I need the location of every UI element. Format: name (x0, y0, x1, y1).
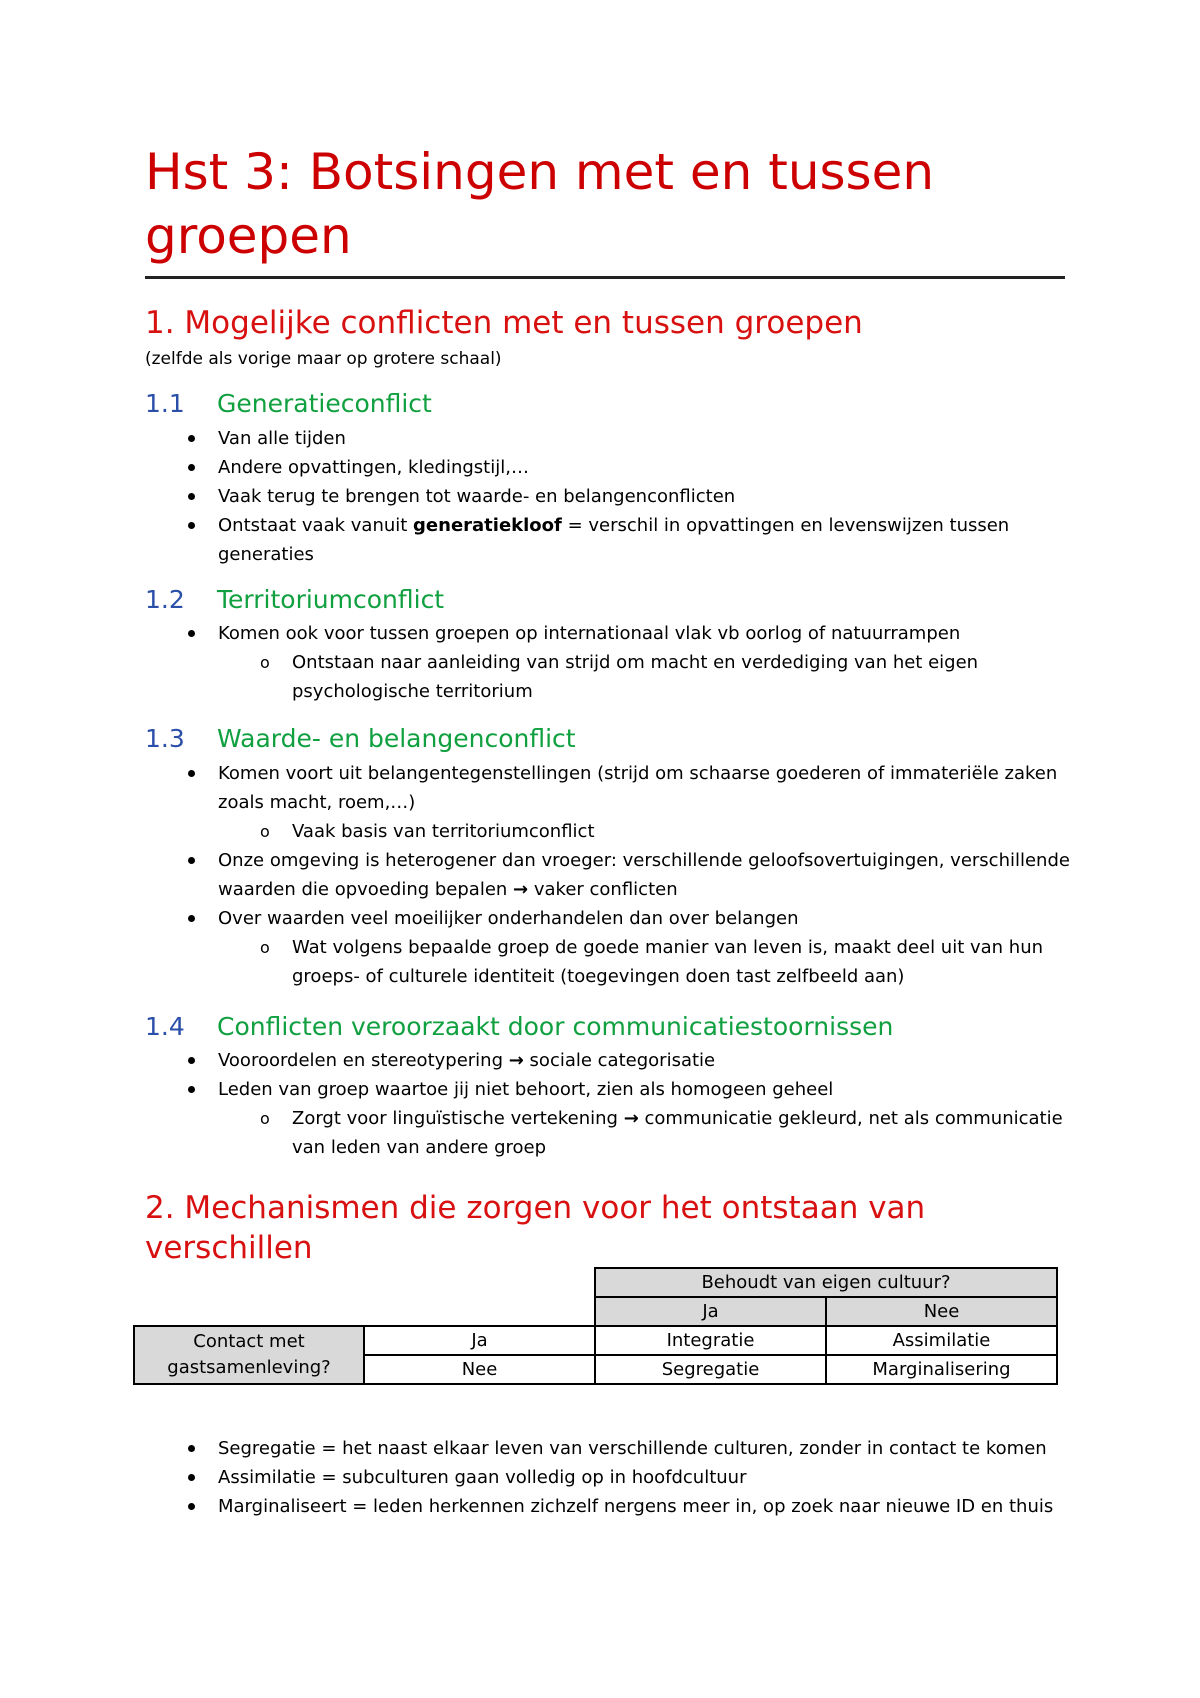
bold-term: generatiekloof (413, 515, 562, 536)
text-run: Onze omgeving is heterogener dan vroeger: verschillende geloofsovertuigingen, verschillende waarden die opvoeding bepalen (218, 850, 1070, 900)
list-item: Over waarden veel moeilijker onderhandelen dan over belangen (218, 904, 1078, 933)
list-item: Van alle tijden (218, 424, 1078, 453)
territoriumconflict-list (218, 619, 1078, 706)
text-run: Zorgt voor linguïstische vertekening (292, 1108, 624, 1129)
table-row (134, 1297, 1057, 1326)
definitions-list (218, 1434, 1078, 1521)
document-title: Hst 3: Botsingen met en tussen groepen (145, 143, 935, 265)
list-item: Leden van groep waartoe jij niet behoort, zien als homogeen geheel (218, 1075, 1078, 1104)
subsection-title: Waarde- en belangenconflict (217, 724, 576, 753)
arrow-right-icon: → (508, 1050, 524, 1071)
subsection-number: 1.1 (145, 389, 185, 418)
acculturation-table (133, 1267, 1058, 1385)
arrow-right-icon: → (513, 879, 529, 900)
section-1-heading: 1. Mogelijke conflicten met en tussen groepen (145, 305, 863, 341)
list-item: Segregatie = het naast elkaar leven van verschillende culturen, zonder in contact te komen (218, 1434, 1078, 1463)
text-run: = verschil in opvattingen en levenswijzen tussen generaties (218, 515, 1010, 565)
list-item: Vaak terug te brengen tot waarde- en belangenconflicten (218, 482, 1078, 511)
sub-list-item: o Wat volgens bepaalde groep de goede manier van leven is, maakt deel uit van hun groeps- of culturele identiteit (toegevingen doen tast zelfbeeld aan) (292, 933, 1078, 991)
list-item: Komen ook voor tussen groepen op internationaal vlak vb oorlog of natuurrampen (218, 619, 1078, 648)
sub-list-item: o Vaak basis van territoriumconflict (292, 817, 1078, 846)
list-item: Assimilatie = subculturen gaan volledig op in hoofdcultuur (218, 1463, 1078, 1492)
list-item (218, 1046, 1078, 1075)
list-item (218, 511, 1078, 569)
subsection-title: Conflicten veroorzaakt door communicatiestoornissen (217, 1012, 894, 1041)
list-item: Komen voort uit belangentegenstellingen (strijd om schaarse goederen of immateriële zaken zoals macht, roem,…) (218, 759, 1078, 817)
subsection-1-1-heading (145, 388, 432, 420)
section-2-heading: 2. Mechanismen die zorgen voor het ontstaan van verschillen (145, 1190, 926, 1266)
text-run: Ontstaat vaak vanuit (218, 515, 414, 536)
sub-list-item: o Ontstaan naar aanleiding van strijd om macht en verdediging van het eigen psychologische territorium (292, 648, 1078, 706)
section-1-note: (zelfde als vorige maar op grotere schaal) (145, 349, 502, 369)
waardeconflict-list (218, 759, 1078, 991)
column-group-header: Behoudt van eigen cultuur? (595, 1268, 1057, 1297)
subsection-number: 1.4 (145, 1012, 185, 1041)
text-run: communicatie gekleurd, net als communicatie van leden van andere groep (292, 1108, 1063, 1158)
subsection-title: Generatieconflict (217, 389, 432, 418)
list-item: Andere opvattingen, kledingstijl,… (218, 453, 1078, 482)
text-run: Vooroordelen en stereotypering (218, 1050, 509, 1071)
title-underline (145, 276, 1065, 279)
table-row (134, 1268, 1057, 1297)
generatieconflict-list (218, 424, 1078, 569)
cell-segregatie: Segregatie (595, 1355, 826, 1384)
cell-assimilatie: Assimilatie (826, 1326, 1057, 1355)
cell-marginalisering: Marginalisering (826, 1355, 1057, 1384)
subsection-1-3-heading (145, 723, 576, 755)
row-group-header: Contact met gastsamenleving? (134, 1326, 364, 1384)
subsection-number: 1.2 (145, 585, 185, 614)
subsection-1-2-heading (145, 584, 444, 616)
cell-integratie: Integratie (595, 1326, 826, 1355)
text-run: vaker conflicten (528, 879, 678, 900)
subsection-number: 1.3 (145, 724, 185, 753)
table-row (134, 1326, 1057, 1355)
arrow-right-icon: → (623, 1108, 639, 1129)
subsection-1-4-heading (145, 1011, 893, 1043)
subsection-title: Territoriumconflict (217, 585, 445, 614)
row-header-nee: Nee (364, 1355, 595, 1384)
communicatie-list (218, 1046, 1078, 1162)
sub-list-item (292, 1104, 1078, 1162)
row-header-ja: Ja (364, 1326, 595, 1355)
text-run: sociale categorisatie (523, 1050, 716, 1071)
column-header-ja: Ja (595, 1297, 826, 1326)
list-item: Marginaliseert = leden herkennen zichzelf nergens meer in, op zoek naar nieuwe ID en thuis (218, 1492, 1078, 1521)
column-header-nee: Nee (826, 1297, 1057, 1326)
list-item (218, 846, 1078, 904)
